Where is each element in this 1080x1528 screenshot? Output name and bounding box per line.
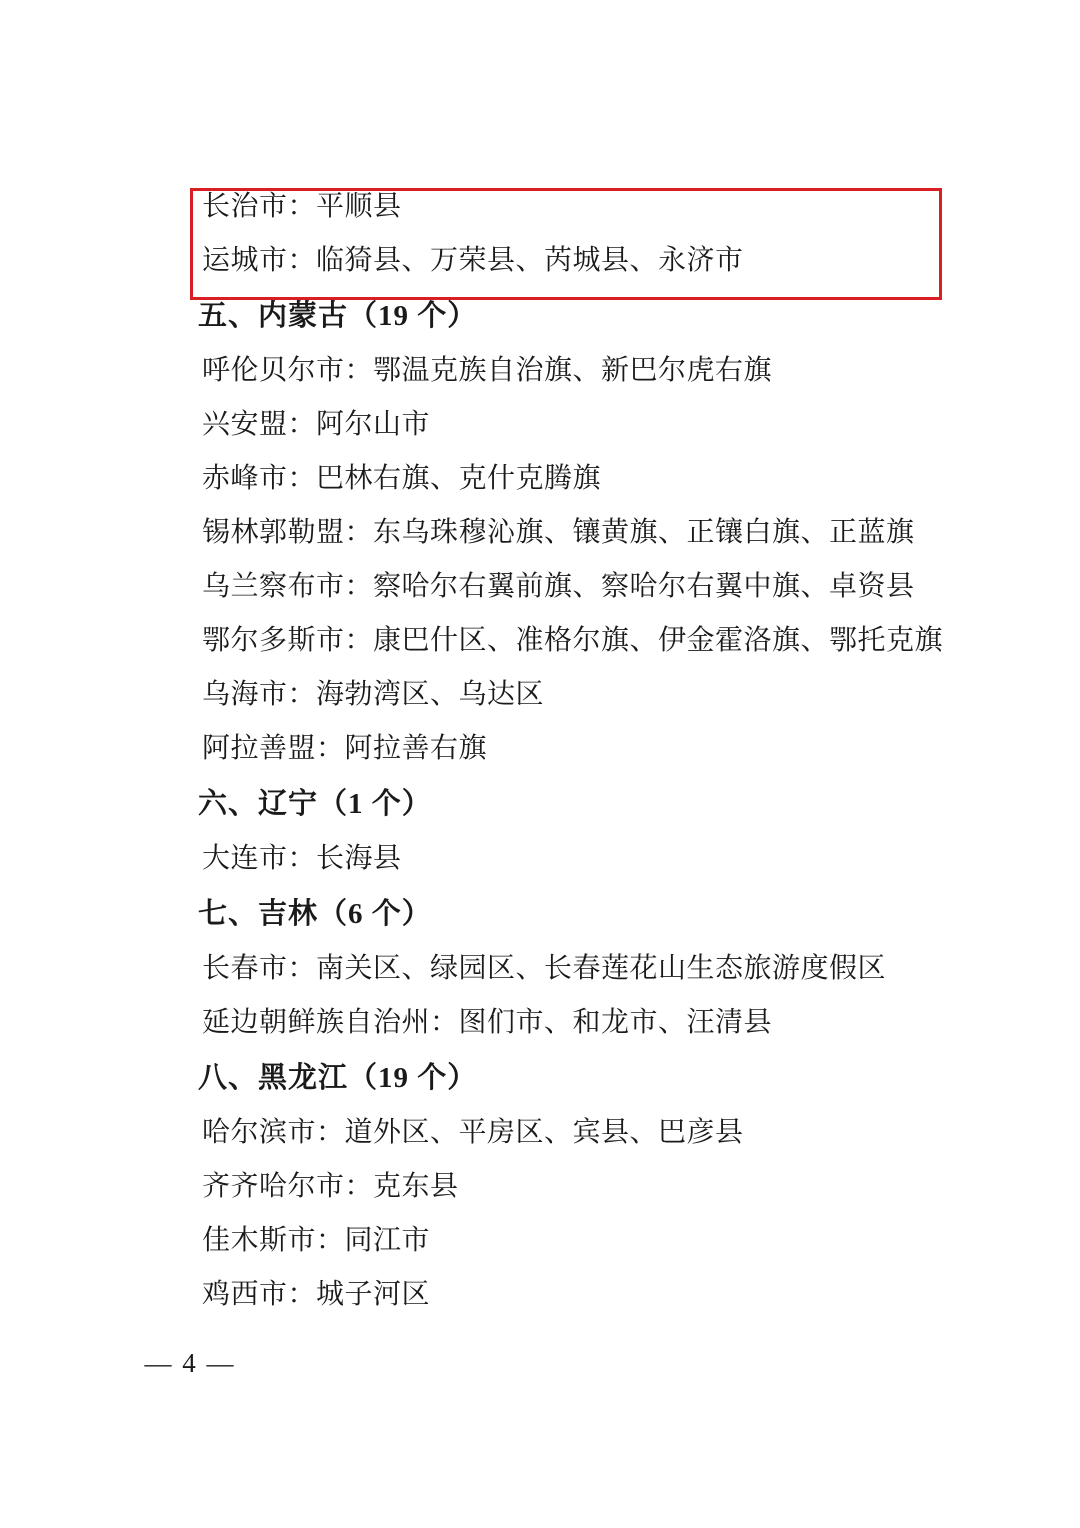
list-item: 呼伦贝尔市：鄂温克族自治旗、新巴尔虎右旗 xyxy=(202,355,773,386)
list-item: 哈尔滨市：道外区、平房区、宾县、巴彦县 xyxy=(202,1117,744,1148)
page-footer xyxy=(0,1348,1080,1379)
list-item: 长春市：南关区、绿园区、长春莲花山生态旅游度假区 xyxy=(202,953,887,984)
section-heading: 八、黑龙江（19 个） xyxy=(198,1062,478,1094)
section-heading: 七、吉林（6 个） xyxy=(198,898,432,930)
list-item: 阿拉善盟：阿拉善右旗 xyxy=(202,733,488,764)
list-item: 乌海市：海勃湾区、乌达区 xyxy=(202,679,545,710)
list-item: 乌兰察布市：察哈尔右翼前旗、察哈尔右翼中旗、卓资县 xyxy=(202,571,915,602)
list-item: 兴安盟：阿尔山市 xyxy=(202,409,431,440)
section-heading: 六、辽宁（1 个） xyxy=(198,788,432,820)
page-number: — 4 — xyxy=(144,1348,236,1378)
section-heading: 五、内蒙古（19 个） xyxy=(198,300,478,332)
list-item: 赤峰市：巴林右旗、克什克腾旗 xyxy=(202,463,602,494)
list-item: 佳木斯市：同江市 xyxy=(202,1225,431,1256)
list-item: 运城市：临猗县、万荣县、芮城县、永济市 xyxy=(202,245,744,276)
list-item: 齐齐哈尔市：克东县 xyxy=(202,1171,459,1202)
list-item: 延边朝鲜族自治州：图们市、和龙市、汪清县 xyxy=(202,1007,773,1038)
list-item: 鸡西市：城子河区 xyxy=(202,1279,431,1310)
list-item: 锡林郭勒盟：东乌珠穆沁旗、镶黄旗、正镶白旗、正蓝旗 xyxy=(202,517,915,548)
document-body xyxy=(140,180,960,1322)
list-item: 鄂尔多斯市：康巴什区、准格尔旗、伊金霍洛旗、鄂托克旗 xyxy=(202,625,944,656)
list-item: 长治市：平顺县 xyxy=(202,191,402,222)
list-item: 大连市：长海县 xyxy=(202,843,402,874)
